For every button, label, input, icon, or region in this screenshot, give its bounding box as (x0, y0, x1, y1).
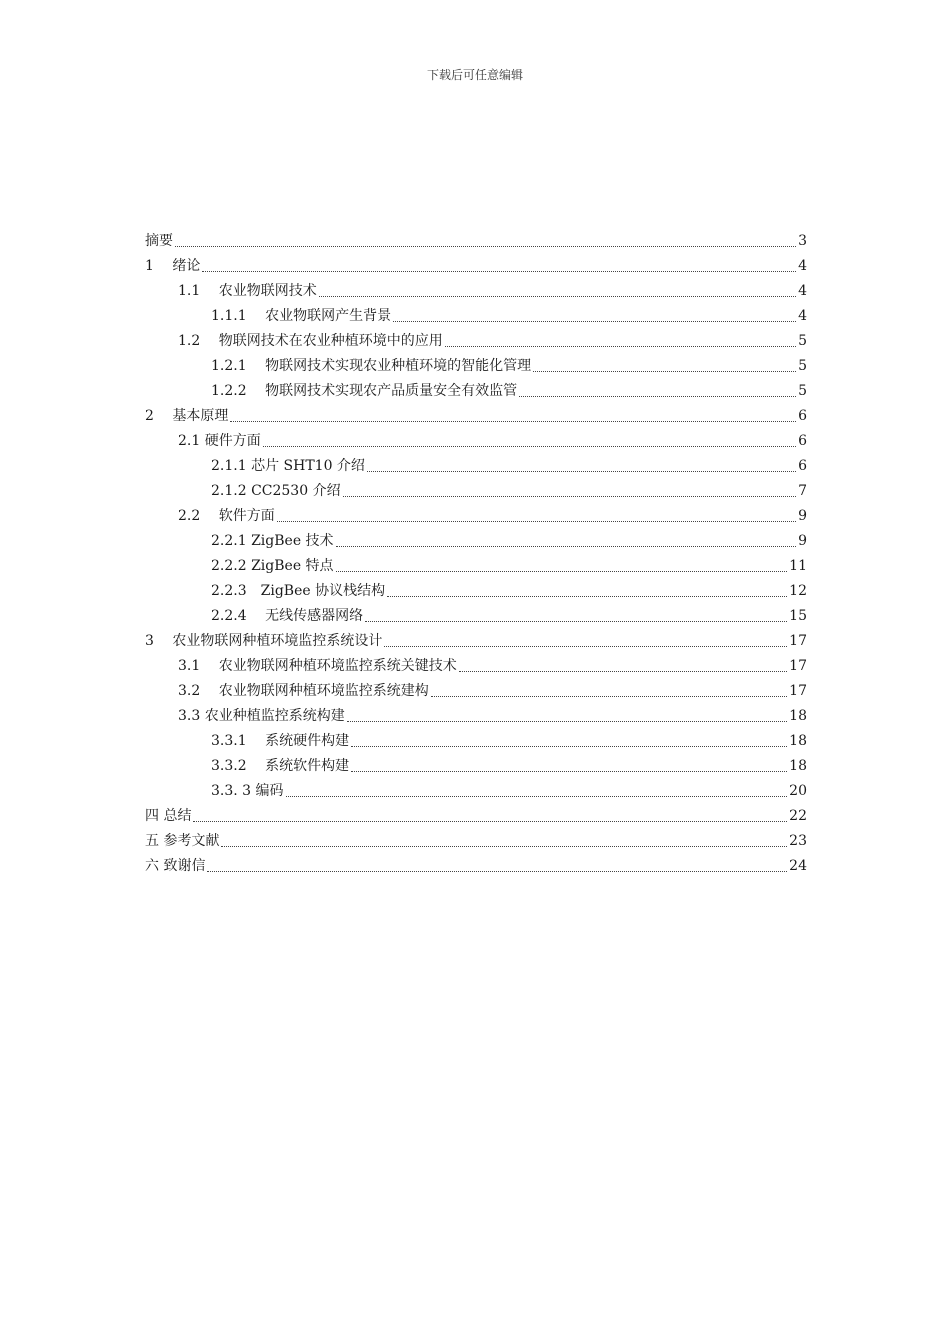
toc-page-number: 6 (798, 408, 807, 424)
toc-entry[interactable] (145, 379, 807, 404)
toc-entry-label: 3.3 农业种植监控系统构建 (178, 708, 345, 724)
toc-leader-dots (445, 346, 796, 347)
toc-page-number: 17 (789, 683, 807, 699)
toc-entry-label: 2.2.4 无线传感器网络 (211, 608, 364, 624)
toc-entry-label: 2.1.1 芯片 SHT10 介绍 (211, 458, 365, 474)
toc-entry-label: 3.3. 3 编码 (211, 783, 284, 799)
toc-page-number: 4 (798, 308, 807, 324)
page-header: 下载后可任意编辑 (426, 68, 523, 82)
toc-entry-label: 五 参考文献 (145, 833, 220, 849)
toc-entry-label: 3.3.2 系统软件构建 (211, 758, 350, 774)
toc-page-number: 9 (798, 508, 807, 524)
toc-page-number: 20 (789, 783, 807, 799)
toc-leader-dots (336, 546, 797, 547)
toc-entry[interactable] (145, 454, 807, 479)
toc-entry[interactable] (145, 529, 807, 554)
toc-leader-dots (365, 621, 787, 622)
toc-leader-dots (351, 746, 787, 747)
toc-entry[interactable] (145, 604, 807, 629)
toc-leader-dots (336, 571, 788, 572)
toc-page-number: 17 (789, 633, 807, 649)
toc-entry[interactable] (145, 679, 807, 704)
toc-entry[interactable] (145, 404, 807, 429)
toc-leader-dots (367, 471, 796, 472)
toc-entry[interactable] (145, 729, 807, 754)
toc-page-number: 5 (798, 333, 807, 349)
toc-entry-label: 3.1 农业物联网种植环境监控系统关键技术 (178, 658, 457, 674)
toc-page-number: 7 (798, 483, 807, 499)
toc-leader-dots (193, 821, 787, 822)
toc-page-number: 15 (789, 608, 807, 624)
toc-entry-label: 1.2.2 物联网技术实现农产品质量安全有效监管 (211, 383, 518, 399)
toc-page-number: 9 (798, 533, 807, 549)
toc-page-number: 5 (798, 358, 807, 374)
toc-leader-dots (286, 796, 788, 797)
toc-entry-label: 2.2.3 ZigBee 协议栈结构 (211, 583, 386, 599)
toc-entry-label: 3.2 农业物联网种植环境监控系统建构 (178, 683, 429, 699)
toc-entry[interactable] (145, 579, 807, 604)
toc-page-number: 17 (789, 658, 807, 674)
toc-leader-dots (230, 421, 796, 422)
table-of-contents (145, 229, 807, 879)
toc-leader-dots (533, 371, 796, 372)
toc-entry-label: 六 致谢信 (145, 858, 206, 874)
toc-entry-label: 2.1 硬件方面 (178, 433, 261, 449)
toc-entry-label: 摘要 (145, 233, 173, 249)
toc-leader-dots (347, 721, 787, 722)
toc-leader-dots (519, 396, 796, 397)
toc-leader-dots (343, 496, 797, 497)
toc-page-number: 18 (789, 733, 807, 749)
toc-entry-label: 2 基本原理 (145, 408, 229, 424)
toc-entry-label: 2.2.2 ZigBee 特点 (211, 558, 334, 574)
toc-entry-label: 3 农业物联网种植环境监控系统设计 (145, 633, 383, 649)
toc-entry[interactable] (145, 754, 807, 779)
toc-leader-dots (459, 671, 787, 672)
toc-entry[interactable] (145, 829, 807, 854)
toc-entry-label: 1 绪论 (145, 258, 201, 274)
toc-leader-dots (175, 246, 796, 247)
toc-entry[interactable] (145, 804, 807, 829)
toc-entry[interactable] (145, 554, 807, 579)
toc-entry[interactable] (145, 629, 807, 654)
toc-page-number: 3 (798, 233, 807, 249)
toc-leader-dots (431, 696, 787, 697)
toc-entry[interactable] (145, 279, 807, 304)
toc-page-number: 4 (798, 283, 807, 299)
toc-entry-label: 1.2.1 物联网技术实现农业种植环境的智能化管理 (211, 358, 532, 374)
toc-entry[interactable] (145, 779, 807, 804)
toc-page-number: 6 (798, 433, 807, 449)
toc-leader-dots (384, 646, 787, 647)
toc-entry-label: 2.2.1 ZigBee 技术 (211, 533, 334, 549)
toc-page-number: 18 (789, 758, 807, 774)
toc-entry[interactable] (145, 329, 807, 354)
toc-entry-label: 1.1.1 农业物联网产生背景 (211, 308, 392, 324)
toc-page-number: 11 (789, 558, 807, 574)
toc-entry[interactable] (145, 254, 807, 279)
toc-leader-dots (277, 521, 796, 522)
toc-entry[interactable] (145, 704, 807, 729)
toc-entry[interactable] (145, 354, 807, 379)
toc-page-number: 12 (789, 583, 807, 599)
toc-entry[interactable] (145, 854, 807, 879)
toc-entry[interactable] (145, 504, 807, 529)
toc-entry[interactable] (145, 229, 807, 254)
toc-leader-dots (393, 321, 796, 322)
toc-entry-label: 四 总结 (145, 808, 192, 824)
toc-entry-label: 3.3.1 系统硬件构建 (211, 733, 350, 749)
toc-leader-dots (221, 846, 787, 847)
toc-page-number: 5 (798, 383, 807, 399)
toc-leader-dots (319, 296, 796, 297)
toc-page-number: 24 (789, 858, 807, 874)
toc-page-number: 6 (798, 458, 807, 474)
toc-page-number: 4 (798, 258, 807, 274)
toc-page-number: 23 (789, 833, 807, 849)
toc-entry[interactable] (145, 429, 807, 454)
toc-page-number: 18 (789, 708, 807, 724)
toc-entry[interactable] (145, 479, 807, 504)
toc-entry-label: 2.1.2 CC2530 介绍 (211, 483, 341, 499)
toc-entry-label: 2.2 软件方面 (178, 508, 275, 524)
toc-leader-dots (263, 446, 796, 447)
toc-entry-label: 1.1 农业物联网技术 (178, 283, 317, 299)
toc-entry[interactable] (145, 654, 807, 679)
toc-leader-dots (202, 271, 796, 272)
toc-entry-label: 1.2 物联网技术在农业种植环境中的应用 (178, 333, 443, 349)
toc-leader-dots (351, 771, 787, 772)
toc-entry[interactable] (145, 304, 807, 329)
toc-leader-dots (207, 871, 787, 872)
toc-leader-dots (387, 596, 787, 597)
toc-page-number: 22 (789, 808, 807, 824)
